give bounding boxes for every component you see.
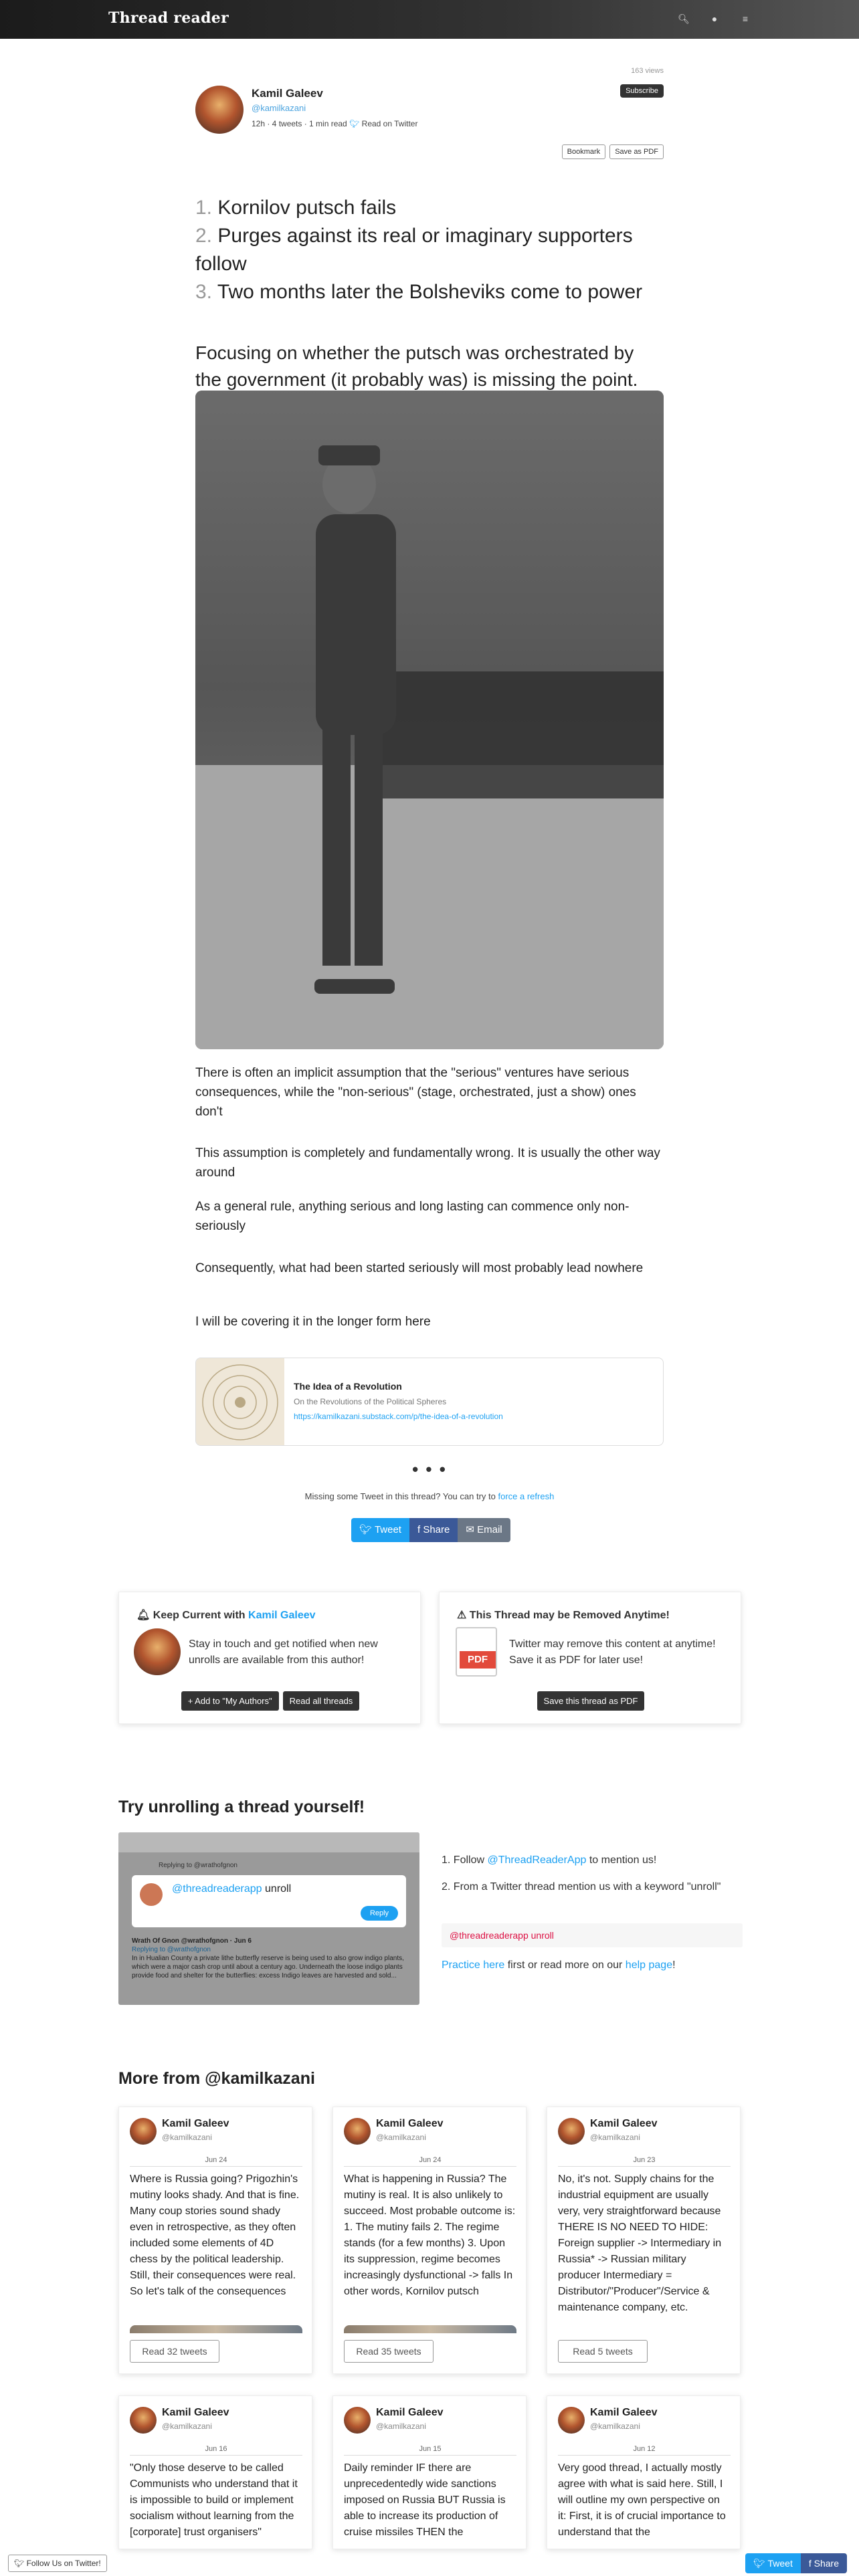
thread-stats: 12h · 4 tweets · 1 min read [252,119,347,128]
link-url[interactable]: https://kamilkazani.substack.com/p/the-idea-of-a-revolution [294,1412,503,1421]
pdf-icon [456,1627,497,1677]
thread-paragraph: I will be covering it in the longer form here [195,1315,431,1329]
thread-end-dots: • • • [412,1459,447,1479]
list-text: Kornilov putsch fails [217,197,397,219]
card-author-handle: @kamilkazani [376,2133,426,2142]
list-number: 3. [195,281,213,303]
removed-text: Twitter may remove this content at anytime! Save it as PDF for later use! [509,1638,716,1666]
list-number: 2. [195,225,213,247]
card-text: Daily reminder IF there are unprecedentedly wide sanctions imposed on Russia BUT Russia is able to increase its production of cruise missiles THEN the [344,2462,506,2538]
keep-current-author[interactable]: Kamil Galeev [248,1610,316,1621]
card-date: Jun 24 [344,2154,516,2167]
author-avatar [134,1628,181,1675]
bell-icon: 🔔︎ [136,1610,153,1621]
author-header [195,67,664,166]
share-label: Share [423,1524,450,1535]
thread-paragraph: Consequently, what had been started seriously will most probably lead nowhere [195,1261,644,1275]
twitter-icon: 🐦︎ [753,2558,768,2569]
read-on-twitter-link[interactable]: Read on Twitter [361,119,418,128]
card-text: No, it's not. Supply chains for the industrial equipment are usually very, very straightforward because THERE IS NO NEED TO HIDE: Foreign supplier -> Intermediary in Russia* -> Russian military producer Intermediary = Distributor/"Producer"/Service & maintenance company, etc. [558,2173,722,2313]
list-text: Two months later the Bolsheviks come to power [217,281,643,303]
practice-link[interactable]: Practice here [442,1959,505,1971]
tweet-button[interactable] [351,1518,409,1542]
keep-current-box [118,1592,421,1724]
user-icon[interactable]: ● [711,13,718,24]
thread-card[interactable] [332,2395,527,2549]
card-date: Jun 12 [558,2443,731,2456]
step-2-text: From a Twitter thread mention us with a keyword "unroll" [453,1881,721,1893]
card-author-name: Kamil Galeev [162,2407,229,2418]
card-avatar [130,2407,157,2434]
bottom-tweet-label: Tweet [767,2558,793,2569]
top-navbar [0,0,859,39]
read-all-threads-button[interactable]: Read all threads [283,1691,360,1711]
unroll-demo-image [118,1832,419,2005]
link-subtitle: On the Revolutions of the Political Spheres [294,1397,447,1406]
unroll-steps [442,1852,743,1895]
facebook-icon: f [808,2558,814,2569]
mock-mention: @threadreaderapp [172,1883,262,1895]
card-avatar [344,2407,371,2434]
thread-card[interactable] [547,2107,741,2374]
card-avatar [130,2118,157,2145]
list-item [195,278,664,306]
subscribe-button[interactable]: Subscribe [620,84,664,98]
card-avatar [558,2118,585,2145]
bookmark-button[interactable]: Bookmark [562,144,606,159]
save-thread-pdf-button[interactable]: Save this thread as PDF [537,1691,645,1711]
thread-content [195,194,664,420]
list-item [195,194,664,222]
keep-current-actions [119,1691,421,1711]
thread-card[interactable] [332,2107,527,2374]
thread-photo[interactable] [195,391,664,1049]
bottom-share-button[interactable] [801,2553,847,2573]
thread-paragraph: There is often an implicit assumption that the "serious" ventures have serious consequences, while the "non-serious" (stage, orchestrated, just a show) ones don't [195,1066,636,1119]
card-author-handle: @kamilkazani [162,2133,212,2142]
author-name[interactable]: Kamil Galeev [252,87,323,100]
practice-mid: first or read more on our [507,1959,623,1971]
bottom-tweet-button[interactable] [745,2553,801,2573]
practice-line [442,1959,676,1971]
link-title: The Idea of a Revolution [294,1381,402,1392]
step-2: 2. From a Twitter thread mention us with a keyword "unroll" [442,1881,721,1893]
thread-actions [562,144,664,159]
follow-us-label: Follow Us on Twitter! [26,2559,101,2568]
email-button[interactable] [458,1518,510,1542]
unroll-code-example: @threadreaderapp unroll [442,1923,743,1947]
search-icon[interactable]: 🔍︎ [678,13,690,24]
card-author-name: Kamil Galeev [376,2118,444,2129]
pdf-label: PDF [460,1651,496,1669]
twitter-icon: 🐦︎ [14,2559,27,2568]
link-preview-card[interactable] [195,1358,664,1446]
removed-title-text: This Thread may be Removed Anytime! [469,1610,670,1621]
keep-current-text: Stay in touch and get notified when new unrolls are available from this author! [189,1638,378,1666]
twitter-icon: 🐦︎ [349,119,360,128]
removed-title [457,1608,670,1622]
card-date: Jun 24 [130,2154,302,2167]
tweet-label: Tweet [374,1524,401,1535]
more-from-title: More from @kamilkazani [118,2069,315,2088]
author-handle[interactable]: @kamilkazani [252,103,306,113]
add-to-my-authors-button[interactable]: + Add to "My Authors" [181,1691,279,1711]
missing-text: Missing some Tweet in this thread? You can try to [304,1491,496,1501]
thread-meta [252,119,417,128]
email-label: Email [477,1524,502,1535]
mock-tweet-text: In in Hualian County a private lithe butterfly reserve is being used to also grow indigo plants, which were a major cash crop until about a century ago. Underneath the loose indigo plants provide food and shelter for the butterflies: excess Indigo leaves are harvested and sold... [132,1955,404,1979]
email-icon: ✉ [466,1524,478,1535]
card-text: What is happening in Russia? The mutiny is real. It is also unlikely to succeed. Most probable outcome is: 1. The mutiny fails 2. The regime stands (for a few months) 3. Upon its suppression, regime becomes increasingly dysfunctional -> falls In other words, Kornilov putsch [344,2173,516,2297]
keep-current-prefix: Keep Current with [153,1610,246,1621]
unroll-section-title: Try unrolling a thread yourself! [118,1798,365,1816]
top-icons [677,12,752,25]
mock-avatar [140,1883,163,1906]
card-text: "Only those deserve to be called Communists who understand that it is impossible to build or implement socialism without learning from the [corporate] trust organisers" [130,2462,298,2538]
card-thumbnail [344,2325,516,2333]
thread-card[interactable] [118,2395,312,2549]
views-count: 163 views [631,67,664,75]
card-date: Jun 15 [344,2443,516,2456]
keep-current-title [136,1608,316,1622]
facebook-icon: f [417,1524,423,1535]
historical-photo [195,391,664,1049]
step-1-prefix: Follow [453,1854,485,1866]
card-date: Jun 16 [130,2443,302,2456]
list-number: 1. [195,197,213,219]
card-author-handle: @kamilkazani [376,2422,426,2431]
mock-reply-card [132,1875,406,1927]
bottom-share-buttons [745,2553,847,2573]
help-page-link[interactable]: help page [625,1959,673,1971]
card-avatar [344,2118,371,2145]
mock-original-tweet [132,1937,406,1980]
link-thumbnail [196,1358,284,1446]
lead-paragraph: Focusing on whether the putsch was orchestrated by the government (it probably was) is missing the point. [195,342,638,390]
thread-removed-box [439,1592,741,1724]
card-thumbnail [130,2325,302,2333]
card-text: Very good thread, I actually mostly agree with what is said here. Still, I will outline my own perspective on it: First, it is of crucial importance to understand that the [558,2462,726,2538]
card-date: Jun 23 [558,2154,731,2167]
thread-paragraph: As a general rule, anything serious and long lasting can commence only non-seriously [195,1200,630,1233]
step-1-suffix: to mention us! [589,1854,657,1866]
card-author-handle: @kamilkazani [590,2133,640,2142]
thread-card[interactable] [118,2107,312,2374]
removed-actions [440,1691,742,1711]
card-author-name: Kamil Galeev [590,2407,658,2418]
brand-logo[interactable]: Thread reader [108,9,229,27]
practice-end: ! [672,1959,676,1971]
read-tweets-button[interactable]: Read 32 tweets [130,2340,219,2363]
twitter-icon: 🐦︎ [359,1524,375,1535]
read-tweets-button[interactable]: Read 5 tweets [558,2340,648,2363]
read-tweets-button[interactable]: Read 35 tweets [344,2340,434,2363]
mock-reply-text [172,1883,291,1895]
mock-keyword: unroll [265,1883,292,1895]
card-author-name: Kamil Galeev [162,2118,229,2129]
menu-icon[interactable]: ≡ [742,13,749,24]
force-refresh-link[interactable]: force a refresh [498,1491,555,1501]
card-avatar [558,2407,585,2434]
list-text: Purges against its real or imaginary supporters follow [195,225,633,275]
step-1: 1. Follow @ThreadReaderApp to mention us! [442,1854,657,1866]
follow-us-button[interactable] [8,2555,107,2572]
card-author-name: Kamil Galeev [590,2118,658,2129]
mock-reply-button: Reply [361,1906,398,1921]
thread-card[interactable] [547,2395,741,2549]
mock-author-line: Wrath Of Gnon @wrathofgnon · Jun 6 [132,1937,252,1945]
card-author-name: Kamil Galeev [376,2407,444,2418]
tweet-actions-bar [118,1832,419,1852]
share-button[interactable] [409,1518,458,1542]
card-text: Where is Russia going? Prigozhin's mutiny looks shady. And that is fine. Many coup stories sound shady even in retrospective, as they often included some elements of 4D chess by the political leadership. Still, their consequences were real. So let's talk of the consequences [130,2173,300,2297]
list-item [195,222,664,278]
card-author-handle: @kamilkazani [162,2422,212,2431]
save-pdf-button[interactable]: Save as PDF [609,144,664,159]
spheres-illustration [196,1358,284,1446]
threadreaderapp-link[interactable]: @ThreadReaderApp [487,1854,587,1866]
missing-tweet-notice [0,1491,859,1501]
mock-replying-to: Replying to @wrathofgnon [159,1862,237,1869]
share-buttons [351,1518,510,1542]
bottom-share-label: Share [814,2558,839,2569]
mock-replying-line: Replying to @wrathofgnon [132,1946,211,1953]
thread-paragraph: This assumption is completely and fundamentally wrong. It is usually the other way around [195,1146,660,1180]
author-avatar[interactable] [195,86,244,134]
warning-icon: ⚠︎ [457,1610,470,1621]
card-author-handle: @kamilkazani [590,2422,640,2431]
